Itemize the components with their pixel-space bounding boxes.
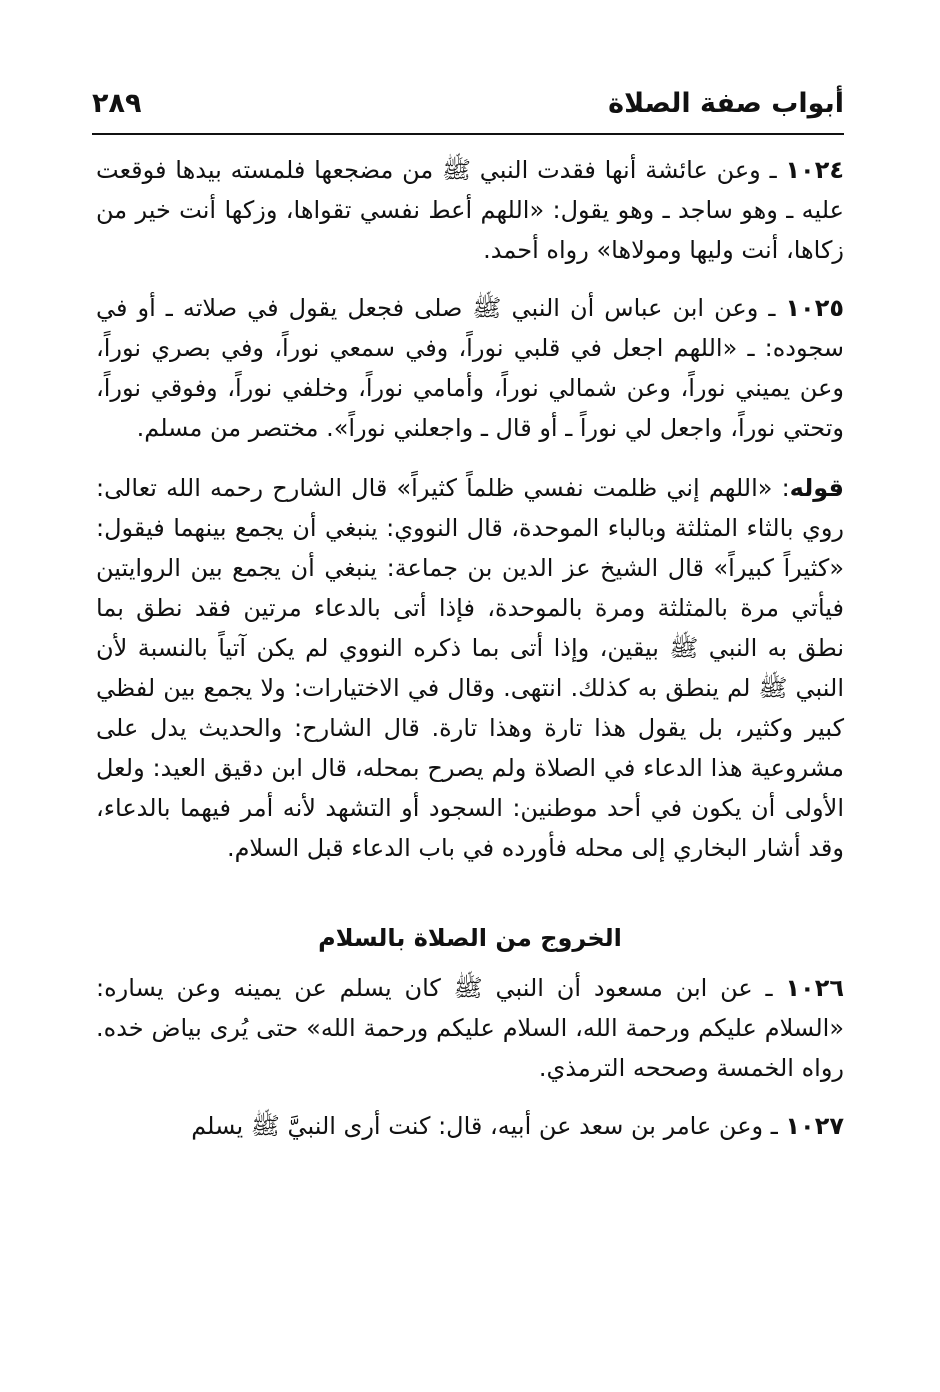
hadith-text: ـ وعن ابن عباس أن النبي ﷺ صلى فجعل يقول في صلاته ـ أو في سجوده: ـ «اللهم اجعل في قلبي نوراً، وفي سمعي نوراً، وفي بصري نوراً، وعن يميني نوراً، وعن شمالي نوراً، وأمامي نوراً، وخلفي نوراً، وفوقي نوراً، وتحتي نوراً، واجعل لي نوراً ـ أو قال ـ واجعلني نوراً». مختصر من مسلم. <box>96 294 844 442</box>
hadith-1025 <box>96 288 844 448</box>
page-body <box>96 150 844 1146</box>
page-number: ٢٨٩ <box>92 88 142 119</box>
hadith-number: ١٠٢٦ <box>785 974 844 1002</box>
hadith-text: ـ وعن عائشة أنها فقدت النبي ﷺ من مضجعها فلمسته بيدها فوقعت عليه ـ وهو ساجد ـ وهو يقول: «اللهم أعط نفسي تقواها، وزكها أنت خير من زكاها، أنت وليها ومولاها» رواه أحمد. <box>96 156 844 264</box>
hadith-number: ١٠٢٥ <box>785 294 844 322</box>
header-rule <box>92 133 844 135</box>
hadith-text: ـ عن ابن مسعود أن النبي ﷺ كان يسلم عن يمينه وعن يساره: «السلام عليكم ورحمة الله، السلام عليكم ورحمة الله» حتى يُرى بياض خده. رواه الخمسة وصححه الترمذي. <box>96 974 844 1082</box>
hadith-number: ١٠٢٧ <box>785 1112 844 1140</box>
commentary-text: : «اللهم إني ظلمت نفسي ظلماً كثيراً» قال الشارح رحمه الله تعالى: روي بالثاء المثلثة وبالباء الموحدة، قال النووي: ينبغي أن يجمع بينهما فيقول: «كثيراً كبيراً» قال الشيخ عز الدين بن جماعة: ينبغي أن يجمع بين الروايتين فيأتي مرة بالمثلثة ومرة بالموحدة، فإذا أتى بالدعاء مرتين فقد نطق بما نطق به النبي ﷺ بيقين، وإذا أتى بما ذكره النووي لم يكن آتياً بالنسبة لأن النبي ﷺ لم ينطق به كذلك. انتهى. وقال في الاختيارات: ولا يجمع بين لفظي كبير وكثير، بل يقول هذا تارة وهذا تارة. قال الشارح: والحديث يدل على مشروعية هذا الدعاء في الصلاة ولم يصرح بمحله، قال ابن دقيق العيد: ولعل الأولى أن يكون في أحد موطنين: السجود أو التشهد لأنه أمر فيهما بالدعاء، وقد أشار البخاري إلى محله فأورده في باب الدعاء قبل السلام. <box>96 474 844 862</box>
hadith-number: ١٠٢٤ <box>785 156 844 184</box>
hadith-1024 <box>96 150 844 270</box>
section-heading: الخروج من الصلاة بالسلام <box>318 924 622 952</box>
hadith-1026 <box>96 968 844 1088</box>
commentary-term: قوله <box>789 474 844 502</box>
page-header <box>92 80 844 130</box>
commentary-paragraph <box>96 468 844 868</box>
running-title: أبواب صفة الصلاة <box>608 88 844 119</box>
hadith-text: ـ وعن عامر بن سعد عن أبيه، قال: كنت أرى النبيَّ ﷺ يسلم <box>191 1112 786 1140</box>
hadith-1027 <box>96 1106 844 1146</box>
